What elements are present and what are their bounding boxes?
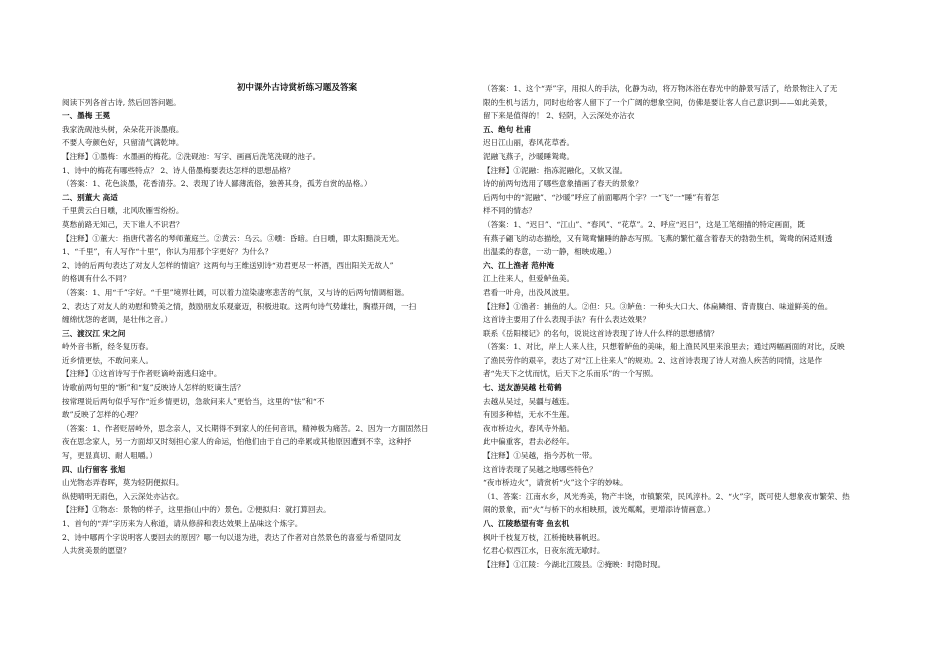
text-line: 有燕子翩飞的动态描绘，又有鸳鸯慵睡的静态写照。飞燕的繁忙蕴含着春天的勃勃生机，鸳鸯的闲适则透 <box>483 233 833 243</box>
poem-heading: 一、墨梅 王冕 <box>62 111 111 121</box>
text-line: 阅读下列各首古诗, 然后回答问题。 <box>62 97 181 107</box>
left-column <box>62 82 472 558</box>
text-line: 不要人夸颜色好，只留清气满乾坤。 <box>62 138 184 148</box>
text-line: 忆君心似西江水，日夜东流无歇时。 <box>483 546 605 556</box>
text-line: 写，更显真切、耐人咀嚼。） <box>62 451 157 461</box>
text-line: 样不同的情态？ <box>483 206 537 216</box>
text-line: 此中偏重客，君去必经年。 <box>483 437 575 447</box>
text-line: “夜市桥边火”，请赏析“火”这个字的妙味。 <box>483 478 628 488</box>
text-line: 诗的前两句选用了哪些意象描画了春天的景象？ <box>483 179 643 189</box>
text-line: 纵使晴明无雨色，入云深处亦沾衣。 <box>62 491 184 501</box>
text-line: 联系《岳阳楼记》的名句，说说这首诗表现了诗人什么样的思想感情？ <box>483 328 719 338</box>
text-line: 去越从吴过，吴疆与越连。 <box>483 396 575 406</box>
text-line: 闹的景象，而“火”与桥下的水相映照，波光粼粼，更增添诗情画意。） <box>483 505 715 515</box>
text-line: 留下来是值得的！ 2、轻阴，入云深处亦沾衣 <box>483 111 635 121</box>
text-line: 了渔民劳作的艰辛，表达了对“江上往来人”的规劝。2、这首诗表现了诗人对渔人疾苦的同情，这是作 <box>483 355 823 365</box>
text-line: 江上往来人，但爱鲈鱼美。 <box>483 274 575 284</box>
text-line: 缠绵忧怨的老调，是壮伟之音。） <box>62 315 173 325</box>
left-text-block <box>62 96 472 558</box>
poem-heading: 二、别董大 高适 <box>62 192 118 202</box>
text-line: 限的生机与活力，同时也给客人留下了一个广阔的想象空间，仿佛是要让客人自己意识到——如此美景， <box>483 97 833 107</box>
text-line: （答案：1、这个“弄”字，用拟人的手法，化静为动，将万物沐浴在春光中的静景写活了，给景物注入了无 <box>483 84 838 93</box>
poem-heading: 六、江上渔者 范仲淹 <box>483 260 554 270</box>
text-line: 敢”反映了怎样的心理？ <box>62 410 142 420</box>
text-line: 【注释】①墨梅：水墨画的梅花。②洗砚池：写字、画画后洗笔洗砚的池子。 <box>62 151 321 161</box>
text-line: 1、首句的“弄”字历来为人称道，请从修辞和表达效果上品味这个炼字。 <box>62 519 303 528</box>
text-line: 【注释】①这首诗写于作者贬谪岭南逃归途中。 <box>62 369 222 379</box>
text-line: （答案：1、花色淡墨，花香清芬。2、表现了诗人鄙薄流俗，独善其身，孤芳自赏的品格。） <box>62 179 372 189</box>
right-text-block <box>483 82 893 571</box>
text-line: 【注释】①江陵：今湖北江陵县。②掩映：时隐时现。 <box>483 559 666 569</box>
text-line: 山光物态弄春晖，莫为轻阴便拟归。 <box>62 478 184 488</box>
text-line: 1、“千里”，有人写作“十里”，你认为用那个字更好？为什么？ <box>62 247 273 257</box>
text-line: 夜市桥边火，春风寺外船。 <box>483 423 575 433</box>
poem-heading: 八、江陵愁望有寄 鱼玄机 <box>483 519 570 528</box>
text-line: 近乡情更怯，不敢问来人。 <box>62 355 154 365</box>
poem-heading: 四、山行留客 张旭 <box>62 464 126 474</box>
text-line: 这首诗表现了吴越之地哪些特色？ <box>483 464 597 474</box>
text-line: 君看一叶舟，出没风波里。 <box>483 287 575 297</box>
text-line: 我家洗砚池头树，朵朵花开淡墨痕。 <box>62 124 184 134</box>
text-line: 枫叶千枝复万枝，江桥掩映暮帆迟。 <box>483 532 605 542</box>
text-line: 泥融飞燕子，沙暖睡鸳鸯。 <box>483 151 575 161</box>
text-line: （答案：1、“迟日”、“江山”、“春风”、“花草”。2、呼应“迟日”，这是工笔细描的特定画面，既 <box>483 219 805 229</box>
text-line: 夜在思念家人，另一方面却又时刻担心家人的命运，怕他们由于自己的牵累或其他原因遭到不幸，这种抒 <box>62 437 412 447</box>
text-line: 【注释】①泥融：指冻泥融化，又软又湿。 <box>483 165 628 175</box>
text-line: 2、表达了对友人的劝慰和赞美之情，鼓励朋友乐观豪迈，积极进取。这两句诗气势雄壮，胸襟开阔，一扫 <box>62 301 417 311</box>
poem-heading: 七、送友游吴越 杜荀鹤 <box>483 383 562 393</box>
text-line: 【注释】①渔者：捕鱼的人。②但：只。③鲈鱼：一种头大口大、体扁鳞细、背青腹白、味道鲜美的鱼。 <box>483 301 833 311</box>
text-line: 的格调有什么不同？ <box>62 274 131 284</box>
poem-heading: 五、绝句 杜甫 <box>483 124 532 134</box>
text-line: 后两句中的“泥融”、“沙暖”呼应了前面哪两个字？一“飞”一“睡”有着怎 <box>483 192 720 202</box>
text-line: 有园多种桔，无水不生莲。 <box>483 410 575 420</box>
text-line: （1、答案：江南水乡，风光秀美，物产丰饶，市镇繁荣，民风淳朴。2、“火”字，既可使人想象夜市繁荣、热 <box>483 491 850 501</box>
text-line: 2、诗中哪两个字说明客人要回去的原因？哪一句以退为进，表达了作者对自然景色的喜爱与希望同友 <box>62 532 401 542</box>
text-line: 人共赏美景的愿望？ <box>62 546 131 556</box>
document-title: 初中课外古诗赏析练习题及答案 <box>236 83 358 93</box>
poem-heading: 三、渡汉江 宋之问 <box>62 328 126 338</box>
text-line: 岭外音书断，经冬复历春。 <box>62 342 154 352</box>
text-line: 【注释】①物态：景物的样子，这里指(山中的）景色。②便拟归：就打算回去。 <box>62 505 331 515</box>
text-line: 1、诗中的梅花有哪些特点？ 2、诗人借墨梅要表达怎样的思想品格？ <box>62 165 295 175</box>
text-line: 迟日江山丽，春风花草香。 <box>483 138 575 148</box>
text-line: 这首诗主要用了什么表现手法？有什么表达效果？ <box>483 315 651 325</box>
text-line: 莫愁前路无知己，天下谁人不识君？ <box>62 219 184 229</box>
text-line: 诗歌前两句里的“断”和“复”反映诗人怎样的贬谪生活？ <box>62 383 245 393</box>
text-line: 按常理说后两句似乎写作“近乡情更切，急欲问来人”更恰当，这里的“怯”和“不 <box>62 396 325 406</box>
right-column <box>483 82 893 571</box>
text-line: （答案：1、用“千”字好。“千里”境界壮阔，可以着力渲染凄寒悲苦的气氛，又与诗的后两句情调相谐。 <box>62 287 409 297</box>
text-line: 【注释】①董大：指唐代著名的琴师董庭兰。②黄云：乌云。③曛：昏暗。白日曛，即太阳黯淡无光。 <box>62 233 404 243</box>
text-line: 2、诗的后两句表达了对友人怎样的情谊？这两句与王维送别诗“劝君更尽一杯酒，西出阳关无故人” <box>62 260 394 270</box>
text-line: 出温柔的春意，一动一静，相映成趣。） <box>483 247 616 257</box>
text-line: 【注释】①吴越，指今苏杭一带。 <box>483 451 597 461</box>
text-line: 者“先天下之忧而忧，后天下之乐而乐”的一个写照。 <box>483 369 658 379</box>
text-line: 千里黄云白日曛，北风吹雁雪纷纷。 <box>62 206 184 216</box>
text-line: （答案：1、作者贬居岭外，思念亲人，又长期得不到家人的任何音讯，精神极为痛苦。2、因为一方面固然日 <box>62 423 429 433</box>
text-line: （答案：1、对比，岸上人来人往，只想着鲈鱼的美味，船上渔民风里来浪里去；通过两幅画面的对比，反映 <box>483 342 845 352</box>
